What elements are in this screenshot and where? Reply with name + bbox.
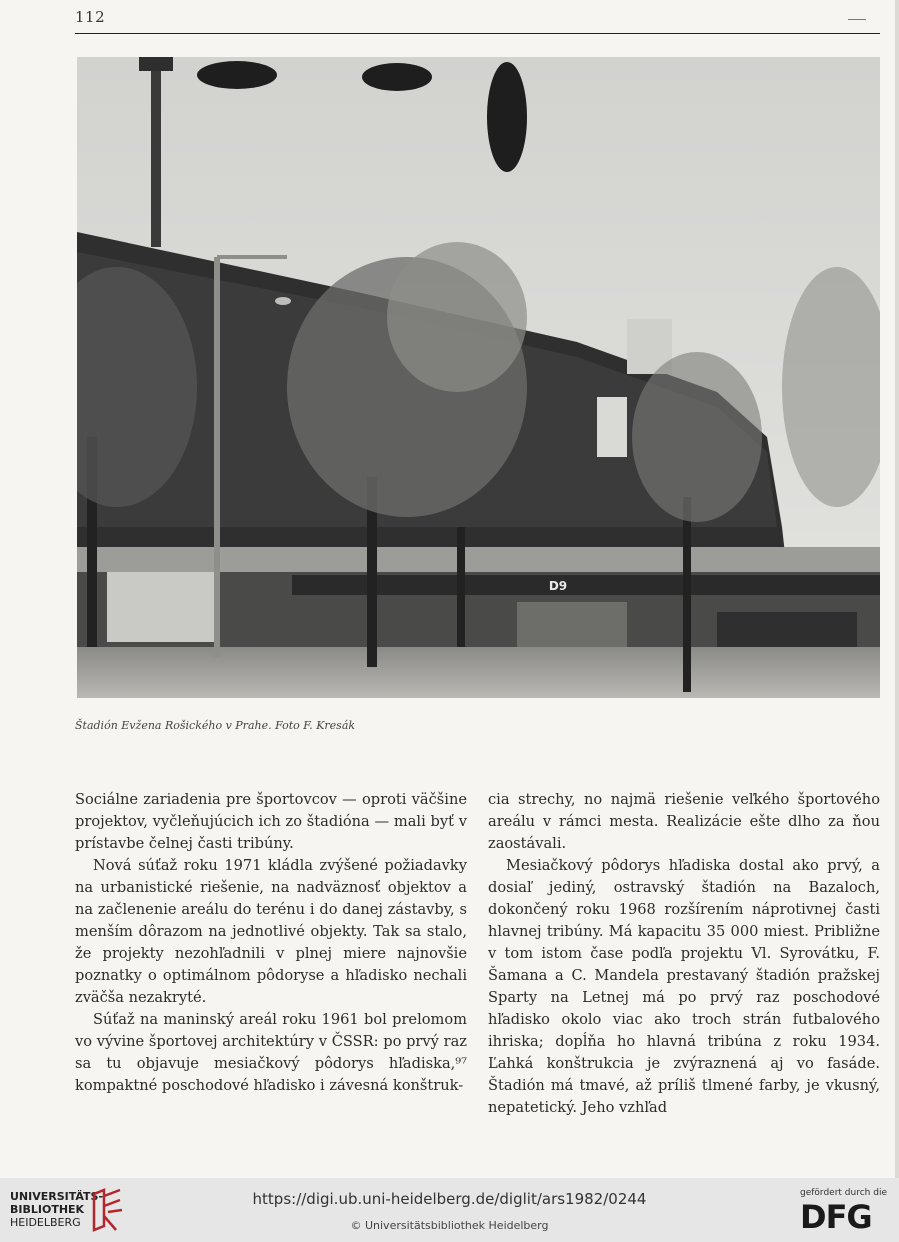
- library-name-line: UNIVERSITÄTS-: [10, 1190, 104, 1203]
- paragraph: Sociálne zariadenia pre športovcov — oproti väčšine projektov, vyčleňujúcich ich zo štadióna — mali byť v prístavbe čelnej časti tribúny.: [75, 791, 467, 852]
- paragraph: Mesiačkový pôdorys hľadiska dostal ako prvý, a dosiaľ jediný, ostravský štadión na Bazaloch, dokončený roku 1968 rozšírením náprotivnej časti hlavnej tribúny. Má kapacitu 35 000 miest. Približne v tom istom čase podľa projektu Vl. Syrovátku, F. Šamana a C. Mandela prestavaný štadión pražskej Sparty na Letnej má po prvý raz poschodové hľadisko okolo viac ako troch strán futbalového ihriska; dopĺňa ho hlavná tribúna z roku 1934. Ľahká konštrukcia je zvýraznená aj vo fasáde. Štadión má tmavé, až príliš tlmené farby, je vkusný, nepatetický. Jeho vzhľad: [488, 857, 880, 1116]
- photo-caption: Štadión Evžena Rošického v Prahe. Foto F. Kresák: [75, 719, 356, 732]
- library-name-line: HEIDELBERG: [10, 1216, 81, 1229]
- stadium-photograph: [77, 57, 880, 698]
- paragraph: Súťaž na maninský areál roku 1961 bol prelomom vo vývine športovej architektúry v ČSSR: po prvý raz sa tu objavuje mesiačkový pôdorys hľadiska,⁹⁷ kompaktné poschodové hľadisko i závesná konštruk-: [75, 1011, 467, 1094]
- paragraph: cia strechy, no najmä riešenie veľkého športového areálu v rámci mesta. Realizácie ešte dlho za ňou zaostávali.: [488, 791, 880, 852]
- page-number: 112: [75, 8, 106, 26]
- text-column-right: [488, 789, 880, 1119]
- library-footer: [0, 1178, 899, 1242]
- copyright-notice: © Universitätsbibliothek Heidelberg: [350, 1219, 549, 1232]
- dfg-logo-text: DFG: [800, 1200, 872, 1232]
- header-dash: [848, 19, 866, 20]
- permalink-url[interactable]: https://digi.ub.uni-heidelberg.de/diglit/ars1982/0244: [252, 1190, 647, 1208]
- funding-label: gefördert durch die: [800, 1188, 887, 1198]
- page-edge: [895, 0, 899, 1178]
- text-column-left: [75, 789, 467, 1097]
- header-rule: [75, 33, 880, 34]
- photo-gate-sign: D9: [548, 579, 568, 593]
- paragraph: Nová súťaž roku 1971 kládla zvýšené požiadavky na urbanistické riešenie, na nadväznosť objektov a na začlenenie areálu do terénu i do danej zástavby, s menším dôrazom na jednotlivé objekty. Tak sa stalo, že projekty nezohľadnili v plnej miere najnovšie poznatky o optimálnom pôdoryse a hľadisko nechali zväčša nezakryté.: [75, 857, 467, 1006]
- dfg-logo-icon[interactable]: [800, 1200, 886, 1232]
- library-name-line: BIBLIOTHEK: [10, 1203, 85, 1216]
